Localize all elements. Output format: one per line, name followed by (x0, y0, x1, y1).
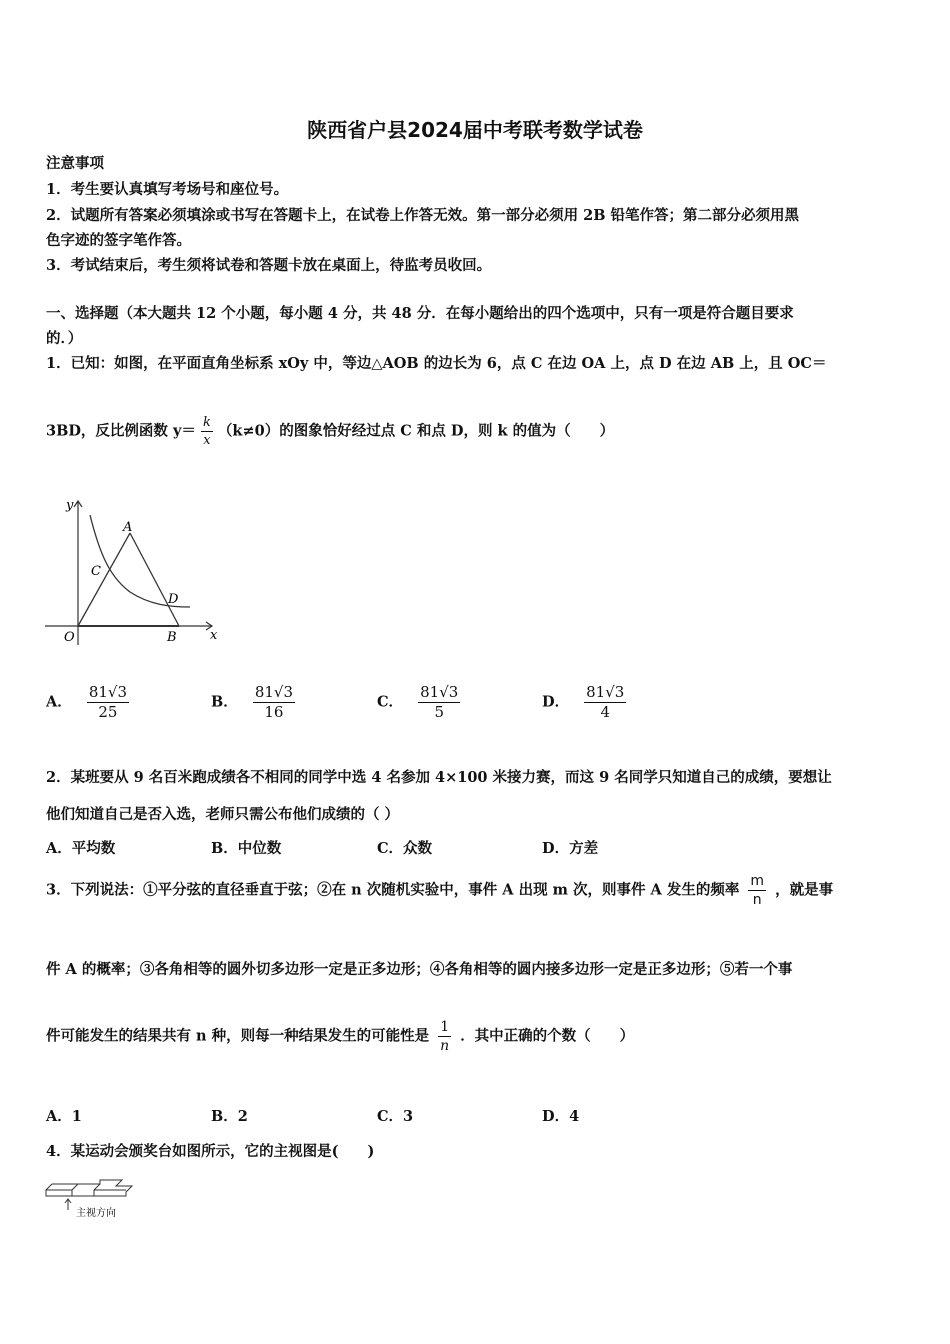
q3-frac1-num: m (750, 873, 765, 889)
q1-option-d[interactable] (542, 685, 626, 720)
q3-frac2-num: 1 (440, 1019, 450, 1035)
q4-figure-caption: 主视方向 (76, 1208, 116, 1219)
q2-option-d[interactable]: D．方差 (542, 840, 599, 857)
label-O: O (64, 630, 75, 645)
q1-option-c-num: 81√3 (420, 683, 459, 701)
notice-item-2-cont: 色字迹的签字笔作答。 (46, 232, 191, 249)
q1-option-b-num: 81√3 (254, 683, 294, 701)
notice-item-2: 2．试题所有答案必须填涂或书写在答题卡上，在试卷上作答无效。第一部分必须用 2B 铅笔作答；第二部分必须用黑 (46, 207, 800, 224)
q1-option-a-num: 81√3 (88, 683, 128, 701)
q1-option-a[interactable] (46, 685, 129, 720)
q1-option-b-fraction (253, 685, 295, 720)
section-heading: 一、选择题（本大题共 12 个小题，每小题 4 分，共 48 分．在每小题给出的四个选项中，只有一项是符合题目要求 (46, 305, 794, 322)
q3-line3 (46, 1020, 634, 1053)
q1-option-a-label: A． (46, 693, 72, 711)
q3-option-a[interactable]: A．1 (46, 1108, 82, 1125)
label-C: C (91, 564, 101, 579)
q1-frac-num: k (202, 415, 211, 430)
q2-line2: 他们知道自己是否入选，老师只需公布他们成绩的（ ） (46, 806, 400, 823)
q1-line2 (46, 416, 614, 447)
q1-fraction-k-over-x (201, 416, 213, 447)
q1-option-c-label: C． (377, 693, 404, 711)
side-OA (78, 533, 130, 626)
q2-option-a[interactable]: A．平均数 (46, 840, 116, 857)
podium-edge (94, 1184, 100, 1190)
q2-line1: 2．某班要从 9 名百米跑成绩各不相同的同学中选 4 名参加 4×100 米接力赛，而这 9 名同学只知道自己的成绩，要想让 (46, 769, 832, 786)
q1-line2-pre: 3BD，反比例函数 y＝ (46, 422, 196, 440)
q3-option-c[interactable]: C．3 (377, 1108, 414, 1125)
q1-option-c-fraction (418, 685, 460, 720)
q3-option-b[interactable]: B．2 (211, 1108, 248, 1125)
page-title: 陕西省户县2024届中考联考数学试卷 (307, 118, 643, 142)
q1-option-a-fraction (87, 685, 129, 720)
podium-edge (46, 1184, 52, 1190)
q1-frac-den: x (203, 433, 211, 448)
notice-item-3: 3．考试结束后，考生须将试卷和答题卡放在桌面上，待监考员收回。 (46, 257, 492, 274)
q1-option-d-num: 81√3 (586, 683, 625, 701)
q2-option-b[interactable]: B．中位数 (211, 840, 282, 857)
q3-line1 (46, 874, 833, 907)
q3-option-d[interactable]: D．4 (542, 1108, 580, 1125)
q1-option-b-label: B． (211, 693, 238, 711)
notice-heading: 注意事项 (46, 155, 104, 172)
podium-outline (46, 1180, 132, 1196)
q1-option-b-den: 16 (264, 703, 284, 721)
q1-line1: 1．已知：如图，在平面直角坐标系 xOy 中，等边△AOB 的边长为 6，点 C 在边 OA 上，点 D 在边 AB 上，且 OC＝ (46, 355, 827, 372)
q3-frac2-den: n (440, 1038, 450, 1054)
q1-option-c-den: 5 (434, 703, 444, 721)
q3-line2: 件 A 的概率；③各角相等的圆外切多边形一定是正多边形；④各角相等的圆内接多边形一定是正多边形；⑤若一个事 (46, 961, 793, 978)
label-y: y (66, 498, 74, 513)
q1-coordinate-figure (40, 495, 230, 660)
q1-option-d-label: D． (542, 693, 570, 711)
q3-fraction-1-over-n (438, 1020, 451, 1053)
q3-line3-pre: 件可能发生的结果共有 n 种，则每一种结果发生的可能性是 (46, 1027, 430, 1045)
q1-option-d-den: 4 (600, 703, 611, 721)
q3-line3-post: ．其中正确的个数（ ） (460, 1027, 635, 1045)
side-AB (130, 533, 179, 626)
q1-option-b[interactable] (211, 685, 295, 720)
q2-option-c[interactable]: C．众数 (377, 840, 433, 857)
q3-line1-pre: 3．下列说法：①平分弦的直径垂直于弦；②在 n 次随机实验中，事件 A 出现 m 次，则事件 A 发生的频率 (46, 881, 740, 899)
label-x: x (210, 628, 218, 643)
q3-frac1-den: n (752, 892, 762, 908)
notice-item-1: 1．考生要认真填写考场号和座位号。 (46, 181, 289, 198)
q1-option-c[interactable] (377, 685, 460, 720)
q1-line2-post: （k≠0）的图象恰好经过点 C 和点 D，则 k 的值为（ ） (217, 422, 615, 440)
q4-line1: 4．某运动会颁奖台如图所示，它的主视图是( ) (46, 1143, 375, 1160)
label-D: D (168, 592, 179, 607)
q4-podium-figure (42, 1176, 142, 1220)
section-heading-cont: 的．） (46, 330, 83, 347)
label-A: A (123, 520, 133, 535)
q3-fraction-m-over-n (748, 874, 766, 907)
q3-line1-post: ，就是事 (775, 881, 834, 899)
q1-option-a-den: 25 (98, 703, 118, 721)
label-B: B (167, 630, 177, 645)
q1-option-d-fraction (584, 685, 626, 720)
